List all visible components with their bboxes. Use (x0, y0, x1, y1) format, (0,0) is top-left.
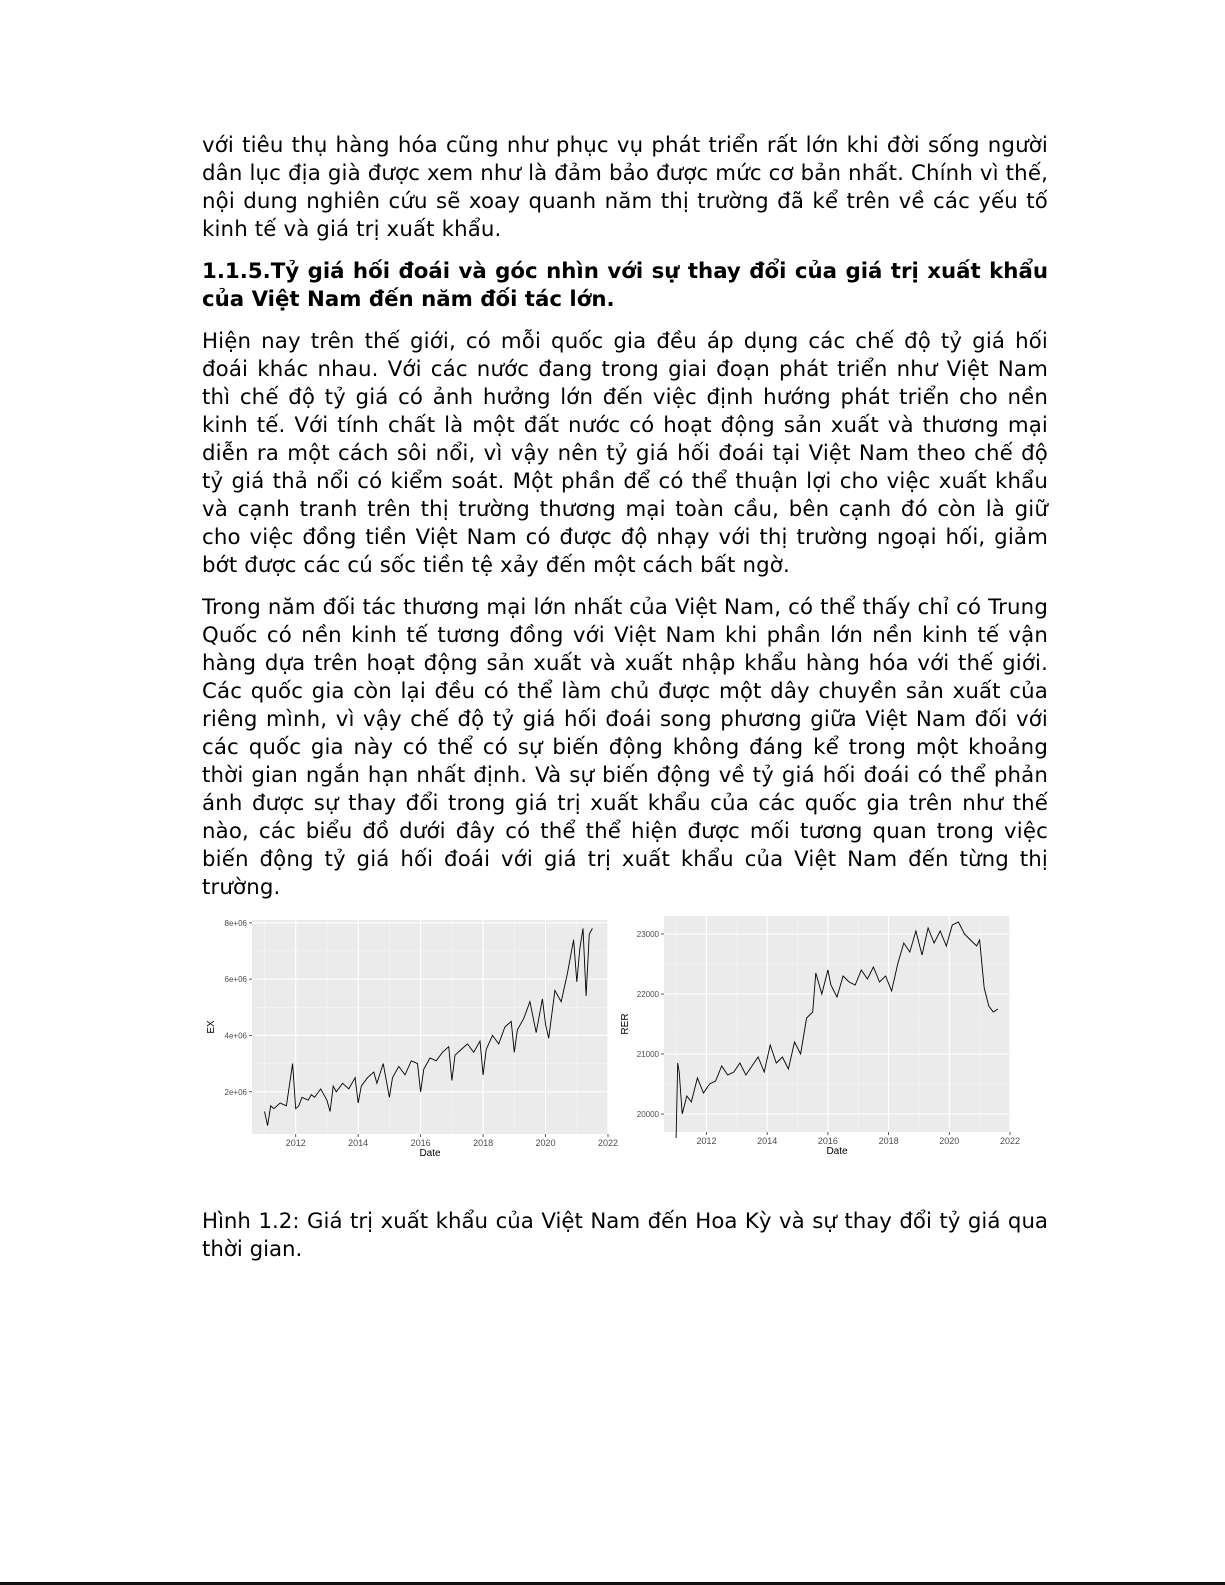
chart0-y-tick-label: 4e+06 (224, 1031, 247, 1041)
chart1-x-tick-label: 2018 (878, 1136, 899, 1146)
chart1-y-tick-label: 21000 (636, 1050, 659, 1059)
chart1-y-tick-label: 22000 (636, 990, 659, 999)
figure-rer-chart (618, 916, 1028, 1208)
chart0-x-tick-label: 2014 (348, 1138, 369, 1148)
chart0-y-tick-label: 2e+06 (224, 1087, 247, 1097)
chart1-y-tick-label: 20000 (636, 1110, 659, 1119)
chart0-x-axis-title: Date (419, 1148, 441, 1159)
chart1-x-tick-label: 2020 (939, 1136, 960, 1146)
paragraph-trade-partners: Trong năm đối tác thương mại lớn nhất của Việt Nam, có thể thấy chỉ có Trung Quốc có nền kinh tế tương đồng với Việt Nam khi phần lớn nền kinh tế vận hàng dựa trên hoạt động sản xuất và xuất nhập khẩu hàng hóa với thế giới. Các quốc gia còn lại đều có thể làm chủ được một dây chuyền sản xuất của riêng mình, vì vậy chế độ tỷ giá hối đoái song phương giữa Việt Nam đối với các quốc gia này có thể có sự biến động không đáng kể trong một khoảng thời gian ngắn hạn nhất định. Và sự biến động về tỷ giá hối đoái có thể phản ánh được sự thay đổi trong giá trị xuất khẩu của các quốc gia trên như thế nào, các biểu đồ dưới đây có thể thể hiện được mối tương quan trong việc biến động tỷ giá hối đoái với giá trị xuất khẩu của Việt Nam đến từng thị trường. (202, 595, 1048, 900)
figure-charts (202, 916, 1048, 1208)
chart0-x-tick-label: 2016 (410, 1138, 431, 1148)
rer-line-chart (618, 916, 1028, 1208)
section-heading: 1.1.5.Tỷ giá hối đoái và góc nhìn với sự thay đổi của giá trị xuất khẩu của Việt Nam đến năm đối tác lớn. (202, 259, 1048, 312)
chart0-x-tick-label: 2018 (473, 1138, 494, 1148)
document-page (202, 132, 1048, 1264)
chart1-x-tick-label: 2016 (817, 1136, 838, 1146)
chart0-y-axis-title: EX (206, 1020, 217, 1034)
chart1-y-axis-title: RER (620, 1013, 631, 1035)
chart1-y-tick-label: 23000 (636, 930, 659, 939)
chart1-x-axis-title: Date (826, 1146, 848, 1157)
chart1-x-tick-label: 2012 (696, 1136, 717, 1146)
chart0-x-tick-label: 2012 (285, 1138, 306, 1148)
chart1-x-tick-label: 2022 (999, 1136, 1021, 1146)
chart0-x-tick-label: 2020 (535, 1138, 556, 1148)
figure-caption: Hình 1.2: Giá trị xuất khẩu của Việt Nam đến Hoa Kỳ và sự thay đổi tỷ giá qua thời gian. (202, 1209, 1048, 1262)
chart1-x-tick-label: 2014 (757, 1136, 778, 1146)
chart0-y-tick-label: 8e+06 (224, 918, 247, 928)
export-line-chart (202, 916, 619, 1208)
figure-export-chart (202, 916, 619, 1208)
chart0-x-tick-label: 2022 (597, 1138, 619, 1148)
chart0-panel-background (252, 920, 608, 1134)
paragraph-exchange-regime: Hiện nay trên thế giới, có mỗi quốc gia đều áp dụng các chế độ tỷ giá hối đoái khác nhau. Với các nước đang trong giai đoạn phát triển như Việt Nam thì chế độ tỷ giá có ảnh hưởng lớn đến việc định hướng phát triển cho nền kinh tế. Với tính chất là một đất nước có hoạt động sản xuất và thương mại diễn ra một cách sôi nổi, vì vậy nên tỷ giá hối đoái tại Việt Nam theo chế độ tỷ giá thả nổi có kiểm soát. Một phần để có thể thuận lợi cho việc xuất khẩu và cạnh tranh trên thị trường thương mại toàn cầu, bên cạnh đó còn là giữ cho việc đồng tiền Việt Nam có được độ nhạy với thị trường ngoại hối, giảm bớt được các cú sốc tiền tệ xảy đến một cách bất ngờ. (202, 329, 1048, 578)
chart0-y-tick-label: 6e+06 (224, 975, 247, 985)
paragraph-intro: với tiêu thụ hàng hóa cũng như phục vụ phát triển rất lớn khi đời sống người dân lục địa già được xem như là đảm bảo được mức cơ bản nhất. Chính vì thế, nội dung nghiên cứu sẽ xoay quanh năm thị trường đã kể trên về các yếu tố kinh tế và giá trị xuất khẩu. (202, 133, 1048, 242)
